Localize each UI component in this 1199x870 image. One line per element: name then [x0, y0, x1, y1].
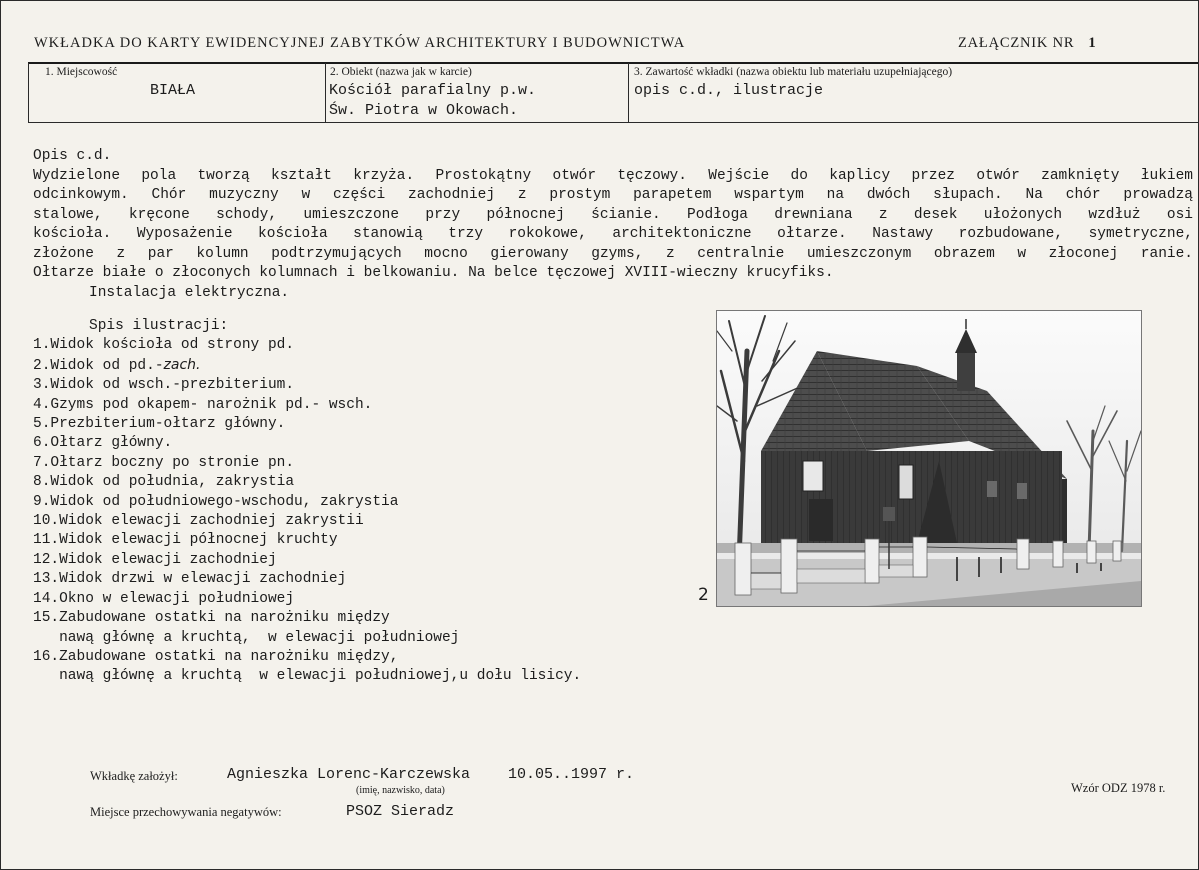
description-line: złożone z par kolumn podtrzymujących mocno gierowany gzyms, z centralnie umieszczonym obrazem w złoconej ranie. — [33, 245, 1193, 262]
author-value: Agnieszka Lorenc-Karczewska — [227, 766, 471, 783]
list-item: 7.Ołtarz boczny po stronie pn. — [33, 454, 295, 471]
handwritten-addition: zach. — [163, 356, 201, 373]
form-version-label: Wzór ODZ 1978 r. — [1071, 781, 1166, 795]
list-item: 8.Widok od południa, zakrystia — [33, 474, 295, 491]
list-item: 11.Widok elewacji północnej kruchty — [33, 532, 338, 549]
author-subcaption: (imię, nazwisko, data) — [356, 785, 445, 796]
location-label: 1. Miejscowość — [45, 66, 118, 78]
list-item: nawą głównę a kruchtą, w elewacji południowej — [33, 629, 460, 646]
list-item: 10.Widok elewacji zachodniej zakrystii — [33, 513, 364, 530]
table-divider-2 — [628, 63, 629, 123]
description-line: odcinkowym. Chór muzyczny w części zachodniej z prostym parapetem wspartym na dwóch słupach. Na chór prowadzą — [33, 187, 1193, 203]
list-item: 3.Widok od wsch.-prezbiterium. — [33, 377, 295, 394]
negatives-label: Miejsce przechowywania negatywów: — [90, 805, 282, 819]
description-line: kościoła. Wyposażenie kościoła stanowią trzy rokokowe, architektoniczne ołtarze. Nastawy rozbudowane, symetryczne, — [33, 226, 1193, 242]
description-line: Wydzielone pola tworzą kształt krzyża. Prostokątny otwór tęczowy. Wejście do kaplicy przez otwór zamknięty łukiem — [33, 167, 1193, 184]
list-item-text: 2.Widok od pd.- — [33, 357, 164, 374]
table-divider-1 — [325, 63, 326, 123]
table-bottom-rule — [28, 122, 1198, 123]
photo-number: 2 — [698, 585, 709, 605]
list-item: 1.Widok kościoła od strony pd. — [33, 337, 295, 354]
object-value-line-2: Św. Piotra w Okowach. — [329, 102, 519, 119]
contents-value: opis c.d., ilustracje — [634, 82, 824, 99]
list-item — [33, 356, 581, 376]
description-line: stalowe, kręcone schody, umieszczone przy północnej ścianie. Podłoga drewniana z desek ułożonych wzdłuż osi — [33, 206, 1193, 223]
annex-label — [958, 35, 1096, 52]
list-item: 16.Zabudowane ostatki na narożniku między, — [33, 648, 399, 665]
list-item: 4.Gzyms pod okapem- narożnik pd.- wsch. — [33, 396, 373, 413]
negatives-value: PSOZ Sieradz — [346, 803, 455, 820]
form-title: WKŁADKA DO KARTY EWIDENCYJNEJ ZABYTKÓW ARCHITEKTURY I BUDOWNICTWA — [34, 35, 686, 51]
description-heading: Opis c.d. — [33, 148, 112, 164]
annex-number: 1 — [1088, 35, 1097, 51]
illustrations-list — [33, 317, 581, 687]
list-item: 5.Prezbiterium-ołtarz główny. — [33, 416, 286, 433]
list-item: 13.Widok drzwi w elewacji zachodniej — [33, 571, 347, 588]
description-block — [33, 147, 1193, 303]
list-item: 9.Widok od południowego-wschodu, zakrystia — [33, 493, 399, 510]
table-top-rule — [28, 62, 1198, 64]
list-item: nawą głównę a kruchtą w elewacji południowej,u dołu lisicy. — [33, 668, 582, 685]
description-line: Ołtarze białe o złoconych kolumnach i belkowaniu. Na belce tęczowej XVIII-wieczny krucyfiks. — [33, 265, 834, 281]
list-item: 14.Okno w elewacji południowej — [33, 590, 295, 607]
date-value: 10.05..1997 r. — [508, 766, 635, 783]
contents-label: 3. Zawartość wkładki (nazwa obiektu lub materiału uzupełniającego) — [634, 66, 953, 78]
object-label: 2. Obiekt (nazwa jak w karcie) — [330, 66, 472, 78]
illustrations-heading: Spis ilustracji: — [89, 318, 229, 334]
church-photo — [716, 310, 1142, 607]
list-item: 12.Widok elewacji zachodniej — [33, 551, 277, 568]
author-label: Wkładkę założył: — [90, 769, 178, 783]
annex-label-text: ZAŁĄCZNIK NR — [958, 35, 1075, 51]
installation-line: Instalacja elektryczna. — [89, 284, 290, 301]
list-item: 15.Zabudowane ostatki na narożniku między — [33, 610, 390, 627]
location-value: BIAŁA — [150, 82, 196, 99]
table-left-rule — [28, 63, 29, 123]
object-value-line-1: Kościół parafialny p.w. — [329, 82, 537, 99]
list-item: 6.Ołtarz główny. — [33, 435, 173, 452]
church-photo-image — [717, 311, 1141, 606]
